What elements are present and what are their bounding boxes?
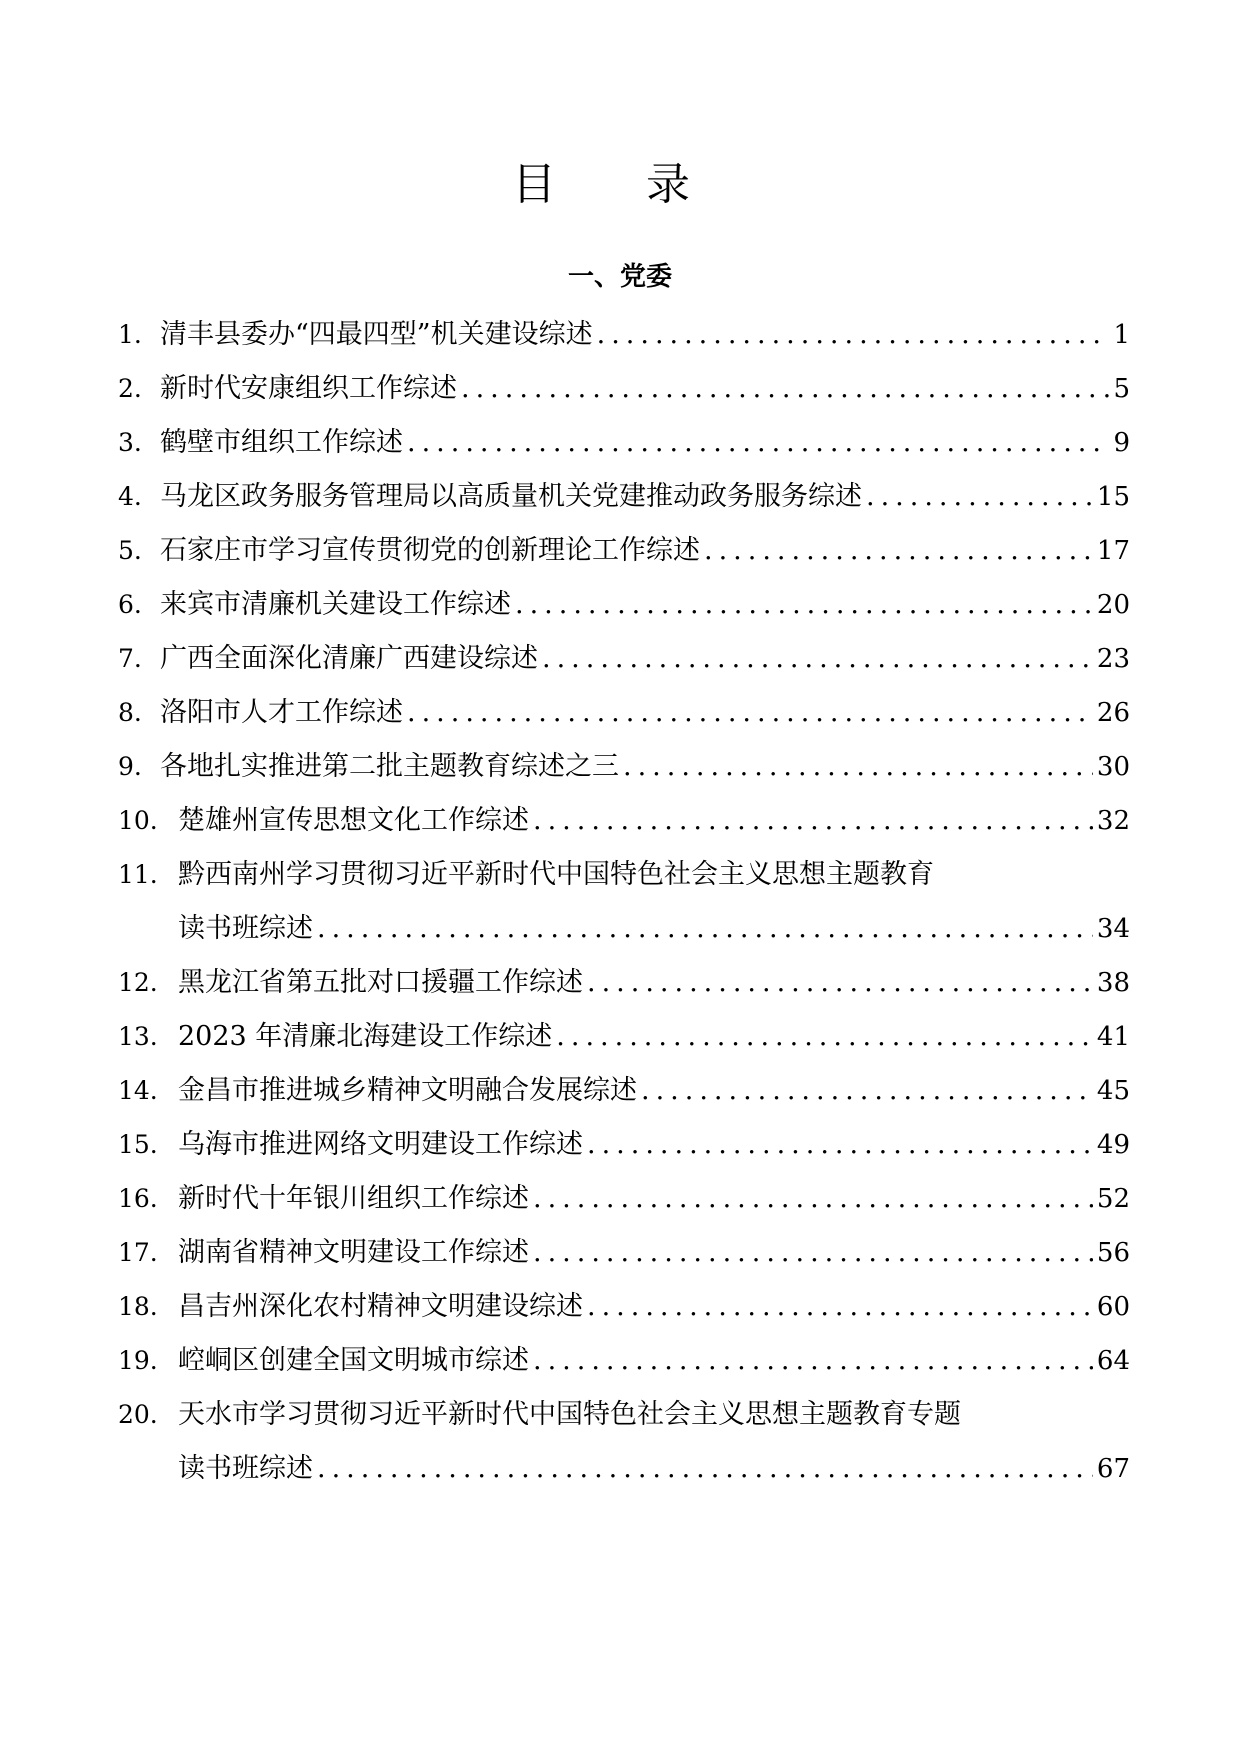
toc-entry-title: 新时代安康组织工作综述 xyxy=(160,373,457,404)
toc-entry xyxy=(118,470,1130,524)
dot-leader xyxy=(587,1118,1093,1172)
dot-leader xyxy=(317,1442,1093,1496)
toc-entry-title: 清丰县委办“四最四型”机关建设综述 xyxy=(160,319,593,350)
dot-leader xyxy=(533,1334,1093,1388)
toc-entry-number: 20. xyxy=(118,1400,158,1429)
toc-entry-number: 7. xyxy=(118,644,142,673)
dot-leader xyxy=(623,740,1093,794)
toc-entry-page: 60 xyxy=(1096,1292,1130,1322)
dot-leader xyxy=(587,956,1093,1010)
toc-entry-title: 昌吉州深化农村精神文明建设综述 xyxy=(178,1291,583,1322)
toc-entry-number: 11. xyxy=(118,860,158,889)
toc-entry-number: 17. xyxy=(118,1238,158,1267)
dot-leader xyxy=(317,902,1093,956)
toc-entry-page: 5 xyxy=(1113,374,1130,404)
toc-entry xyxy=(118,1280,1130,1334)
toc-entry-number: 16. xyxy=(118,1184,158,1213)
toc-entry xyxy=(118,686,1130,740)
dot-leader xyxy=(461,362,1109,416)
toc-entry-title: 石家庄市学习宣传贯彻党的创新理论工作综述 xyxy=(160,535,700,566)
toc-entry-number: 5. xyxy=(118,536,142,565)
toc-entry xyxy=(118,632,1130,686)
dot-leader xyxy=(533,1172,1093,1226)
toc-entry-title: 洛阳市人才工作综述 xyxy=(160,697,403,728)
toc-entry-title: 楚雄州宣传思想文化工作综述 xyxy=(178,805,529,836)
toc-entry-page: 20 xyxy=(1096,590,1130,620)
toc-entry-page: 23 xyxy=(1096,644,1130,674)
dot-leader xyxy=(704,524,1093,578)
toc-entry-number: 6. xyxy=(118,590,142,619)
toc-entry-title-continued: 读书班综述 xyxy=(178,1453,313,1484)
toc-entry-number: 12. xyxy=(118,968,158,997)
toc-entry xyxy=(118,1118,1130,1172)
toc-entry xyxy=(118,848,1130,956)
toc-entry xyxy=(118,362,1130,416)
toc-entry-title-continued: 读书班综述 xyxy=(178,913,313,944)
toc-entry-title: 来宾市清廉机关建设工作综述 xyxy=(160,589,511,620)
toc-entry-number: 8. xyxy=(118,698,142,727)
toc-entry xyxy=(118,1388,1130,1496)
toc-entry-page: 17 xyxy=(1096,536,1130,566)
toc-entry-page: 15 xyxy=(1096,482,1130,512)
toc-entry-page: 32 xyxy=(1096,806,1130,836)
toc-entry-number: 15. xyxy=(118,1130,158,1159)
toc-entry-number: 19. xyxy=(118,1346,158,1375)
toc-entry-page: 9 xyxy=(1113,428,1130,458)
section-heading: 一、党委 xyxy=(567,262,672,292)
toc-entry xyxy=(118,740,1130,794)
dot-leader xyxy=(542,632,1093,686)
toc-entry-title: 新时代十年银川组织工作综述 xyxy=(178,1183,529,1214)
toc-entry xyxy=(118,956,1130,1010)
toc-entry-number: 10. xyxy=(118,806,158,835)
toc-entry-page: 64 xyxy=(1096,1346,1130,1376)
toc-entry-page: 52 xyxy=(1096,1184,1130,1214)
dot-leader xyxy=(587,1280,1093,1334)
toc-entry-title: 马龙区政务服务管理局以高质量机关党建推动政务服务综述 xyxy=(160,481,862,512)
toc-entry-page: 45 xyxy=(1096,1076,1130,1106)
toc-entry-title: 2023 年清廉北海建设工作综述 xyxy=(178,1021,553,1052)
table-of-contents xyxy=(118,308,1130,1496)
toc-entry-page: 41 xyxy=(1096,1022,1130,1052)
toc-entry-number: 14. xyxy=(118,1076,158,1105)
toc-entry-page: 49 xyxy=(1096,1130,1130,1160)
toc-entry-title: 湖南省精神文明建设工作综述 xyxy=(178,1237,529,1268)
toc-entry-title: 黑龙江省第五批对口援疆工作综述 xyxy=(178,967,583,998)
toc-entry-page: 34 xyxy=(1096,914,1130,944)
toc-entry xyxy=(118,1334,1130,1388)
toc-entry-number: 13. xyxy=(118,1022,158,1051)
toc-entry-title: 金昌市推进城乡精神文明融合发展综述 xyxy=(178,1075,637,1106)
dot-leader xyxy=(556,1010,1093,1064)
toc-entry xyxy=(118,1010,1130,1064)
toc-entry xyxy=(118,1226,1130,1280)
toc-entry-page: 67 xyxy=(1096,1454,1130,1484)
dot-leader xyxy=(866,470,1093,524)
toc-entry xyxy=(118,308,1130,362)
page-title: 目 录 xyxy=(512,159,728,210)
toc-entry-number: 18. xyxy=(118,1292,158,1321)
toc-entry-number: 2. xyxy=(118,374,142,403)
dot-leader xyxy=(407,416,1109,470)
toc-entry-page: 30 xyxy=(1096,752,1130,782)
toc-entry-page: 56 xyxy=(1096,1238,1130,1268)
dot-leader xyxy=(407,686,1093,740)
toc-entry-number: 9. xyxy=(118,752,142,781)
toc-entry xyxy=(118,578,1130,632)
toc-entry xyxy=(118,1172,1130,1226)
toc-entry xyxy=(118,524,1130,578)
toc-entry-title: 各地扎实推进第二批主题教育综述之三 xyxy=(160,751,619,782)
dot-leader xyxy=(533,794,1093,848)
toc-entry-title: 天水市学习贯彻习近平新时代中国特色社会主义思想主题教育专题 xyxy=(178,1399,961,1430)
toc-entry-title: 黔西南州学习贯彻习近平新时代中国特色社会主义思想主题教育 xyxy=(178,859,934,890)
toc-entry-number: 3. xyxy=(118,428,142,457)
toc-entry-title: 乌海市推进网络文明建设工作综述 xyxy=(178,1129,583,1160)
toc-entry xyxy=(118,794,1130,848)
dot-leader xyxy=(641,1064,1093,1118)
toc-entry-number: 1. xyxy=(118,320,142,349)
toc-entry-number: 4. xyxy=(118,482,142,511)
dot-leader xyxy=(515,578,1093,632)
dot-leader xyxy=(533,1226,1093,1280)
toc-entry-page: 38 xyxy=(1096,968,1130,998)
dot-leader xyxy=(597,308,1110,362)
toc-entry-page: 1 xyxy=(1113,320,1130,350)
toc-entry-title: 崆峒区创建全国文明城市综述 xyxy=(178,1345,529,1376)
toc-entry-title: 广西全面深化清廉广西建设综述 xyxy=(160,643,538,674)
toc-entry xyxy=(118,416,1130,470)
toc-entry-title: 鹤壁市组织工作综述 xyxy=(160,427,403,458)
toc-entry xyxy=(118,1064,1130,1118)
toc-entry-page: 26 xyxy=(1096,698,1130,728)
